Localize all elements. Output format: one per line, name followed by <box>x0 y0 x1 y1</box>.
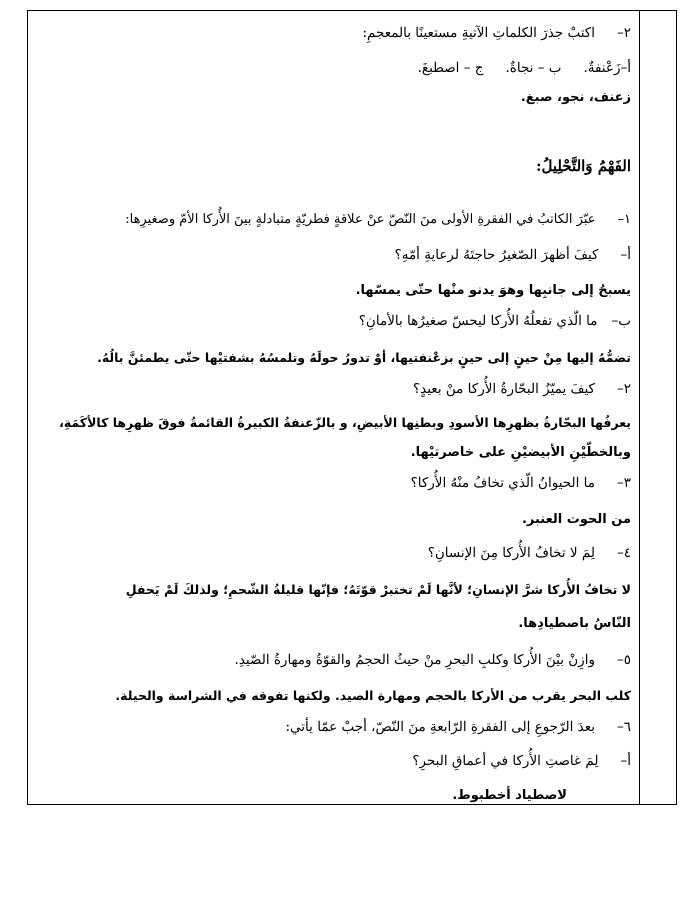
vocab-word-a: أ–زَعْنفةٌ. <box>583 60 631 76</box>
content-column <box>28 11 639 804</box>
answer-4-line-2: النّاسُ باصطيادِها. <box>518 616 631 631</box>
question-6a <box>40 752 631 770</box>
vocab-question <box>40 24 631 42</box>
question-1b-text: ما الّذي تفعلُهُ الأُركا ليحسّ صغيرُها بالأمانِ؟ <box>358 313 598 329</box>
answer-4-line-1: لا تخافُ الأُركا شرَّ الإنسانِ؛ لأنَّها لَمْ تختبرْ قوّتَهُ؛ فإنّها قليلةُ الشّحمِ؛ ولذلكَ لَمْ يَحفلِ <box>125 582 631 597</box>
question-1b <box>40 312 631 330</box>
question-1b-label: ب– <box>611 313 631 329</box>
answer-1b: تضمُّهُ إليها مِنْ حينٍ إلى حينٍ بزعْنفتيها، أوْ تدورُ حولَهُ وتلمسُهُ بشفتيْها حتّى يطمئنَّ بالُهُ. <box>97 350 631 365</box>
question-4 <box>40 544 631 562</box>
answer-3: من الحوت العنبر. <box>521 512 631 527</box>
question-1-text: عبّرَ الكاتبُ في الفقرةِ الأولى منَ النّصّ عنْ علاقةٍ فطريّةٍ متبادلةٍ بينَ الأُركا الأمّ وصغيرِها: <box>125 212 596 227</box>
question-1 <box>40 211 631 229</box>
question-6a-label: أ– <box>620 753 631 769</box>
question-6 <box>40 718 631 736</box>
vocab-words <box>40 59 631 77</box>
vocab-question-number: ٢– <box>616 25 631 41</box>
question-5-number: ٥– <box>616 652 631 668</box>
question-6-text: بعدَ الرّجوعِ إلى الفقرةِ الرّابعةِ منَ النّصّ، أجبْ عمّا يأتي: <box>285 719 595 735</box>
answer-1a: يسبحُ إلى جانبِها وهوَ يدنو منْها حتّى يمسّها. <box>355 283 631 298</box>
question-4-text: لِمَ لا تخافُ الأُركا مِنَ الإنسانِ؟ <box>427 545 595 561</box>
vocab-word-b: ب – نجاةٌ. <box>505 60 562 76</box>
worksheet-table <box>27 10 677 805</box>
question-6a-text: لِمَ غاصتِ الأُركا في أعماقِ البحرِ؟ <box>412 753 599 769</box>
answer-5: كلب البحر يقرب من الأركا بالحجم ومهارة الصيد. ولكنها تفوقه في الشراسة والحيلة. <box>115 688 631 703</box>
vocab-word-c: ج – اصطبغَ. <box>417 60 484 76</box>
question-1a-label: أ– <box>620 247 631 263</box>
question-5 <box>40 651 631 669</box>
question-6-number: ٦– <box>616 719 631 735</box>
question-1-number: ١– <box>617 212 631 227</box>
vocab-question-text: اكتبْ جذرَ الكلماتِ الآتيةِ مستعينًا بالمعجمِ: <box>362 25 595 41</box>
section-title: الفَهْمُ وَالتَّحْلِيلُ: <box>535 157 631 175</box>
answer-2-line-1: يعرفُها البحّارةُ بظهرِها الأسودِ وبطنِها الأبيضِ، و بالزّعنفةُ الكبيرةُ القائمةُ فوقَ ظهرِها كالأكَمَةِ، <box>59 415 631 430</box>
question-2 <box>40 380 631 398</box>
answer-6a: لاصطياد أخطبوط. <box>452 788 567 803</box>
question-1a-text: كيفَ أظهرَ الصّغيرُ حاجتَهُ لرعايةِ أمّهِ؟ <box>394 247 599 263</box>
question-5-text: وازِنْ بيْنَ الأُركا وكلبِ البحرِ منْ حيثُ الحجمُ والقوّةُ ومهارةُ الصّيدِ. <box>234 652 595 668</box>
answer-2-line-2: وبالخطّيْنِ الأبيضيْنِ على خاصرتيْها. <box>410 445 631 460</box>
question-2-number: ٢– <box>616 381 631 397</box>
vocab-answer: زعنف، نجو، صبغ. <box>520 90 631 105</box>
question-3 <box>40 474 631 492</box>
question-2-text: كيفَ يميّزُ البحّارةُ الأُركا منْ بعيدٍ؟ <box>412 381 595 397</box>
question-4-number: ٤– <box>616 545 631 561</box>
question-1a <box>40 246 631 264</box>
margin-column <box>639 11 676 804</box>
question-3-text: ما الحيوانُ الّذي تخافُ منْهُ الأُركا؟ <box>410 475 595 491</box>
question-3-number: ٣– <box>616 475 631 491</box>
